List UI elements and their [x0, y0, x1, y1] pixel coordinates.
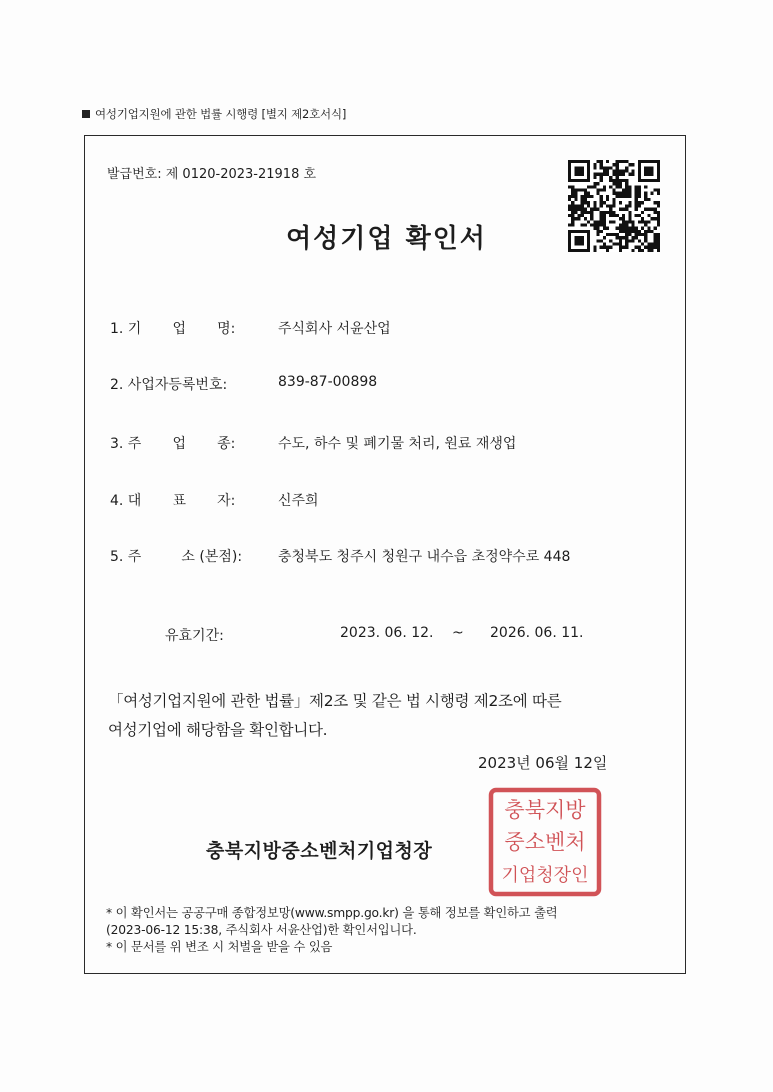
validity-end: 2026. 06. 11. [490, 625, 584, 641]
note-line-1: * 이 확인서는 공공구매 종합정보망(www.smpp.go.kr) 을 통해 정보를 확인하고 출력 [106, 906, 558, 920]
field-label: 5. 주 소 (본점): [110, 549, 243, 565]
issue-number: 발급번호: 제 0120-2023-21918 호 [107, 167, 317, 182]
document-title: 여성기업 확인서 [286, 224, 487, 254]
field-label: 2. 사업자등록번호: [110, 377, 228, 393]
official-seal [488, 787, 602, 897]
field-value: 충청북도 청주시 청원구 내수읍 초정약수로 448 [278, 549, 571, 565]
note-line-2: (2023-06-12 15:38, 주식회사 서윤산업)한 확인서입니다. [106, 923, 417, 937]
note-line-3: * 이 문서를 위 변조 시 처벌을 받을 수 있음 [106, 940, 333, 954]
seal-line-3: 기업청장인 [501, 865, 589, 886]
validity-separator: ~ [452, 625, 464, 641]
square-bullet-icon [82, 110, 90, 118]
field-label: 4. 대 표 자: [110, 493, 236, 509]
statement-line-2: 여성기업에 해당함을 확인합니다. [108, 721, 328, 739]
field-label: 1. 기 업 명: [110, 321, 236, 337]
field-value: 주식회사 서윤산업 [278, 321, 391, 337]
field-value: 신주희 [278, 493, 319, 509]
field-label: 3. 주 업 종: [110, 436, 236, 452]
validity-label: 유효기간: [165, 628, 224, 644]
field-value: 839-87-00898 [278, 374, 378, 390]
validity-start: 2023. 06. 12. [340, 625, 434, 641]
seal-line-1: 충북지방 [504, 798, 586, 822]
issue-date: 2023년 06월 12일 [478, 754, 608, 772]
field-value: 수도, 하수 및 폐기물 처리, 원료 재생업 [278, 436, 517, 452]
issuer-name: 충북지방중소벤처기업청장 [206, 840, 433, 862]
seal-line-2: 중소벤처 [504, 830, 586, 854]
statement-line-1: 「여성기업지원에 관한 법률」제2조 및 같은 법 시행령 제2조에 따른 [108, 692, 562, 710]
form-label-text: 여성기업지원에 관한 법률 시행령 [별지 제2호서식] [95, 107, 347, 121]
form-label [82, 106, 346, 122]
